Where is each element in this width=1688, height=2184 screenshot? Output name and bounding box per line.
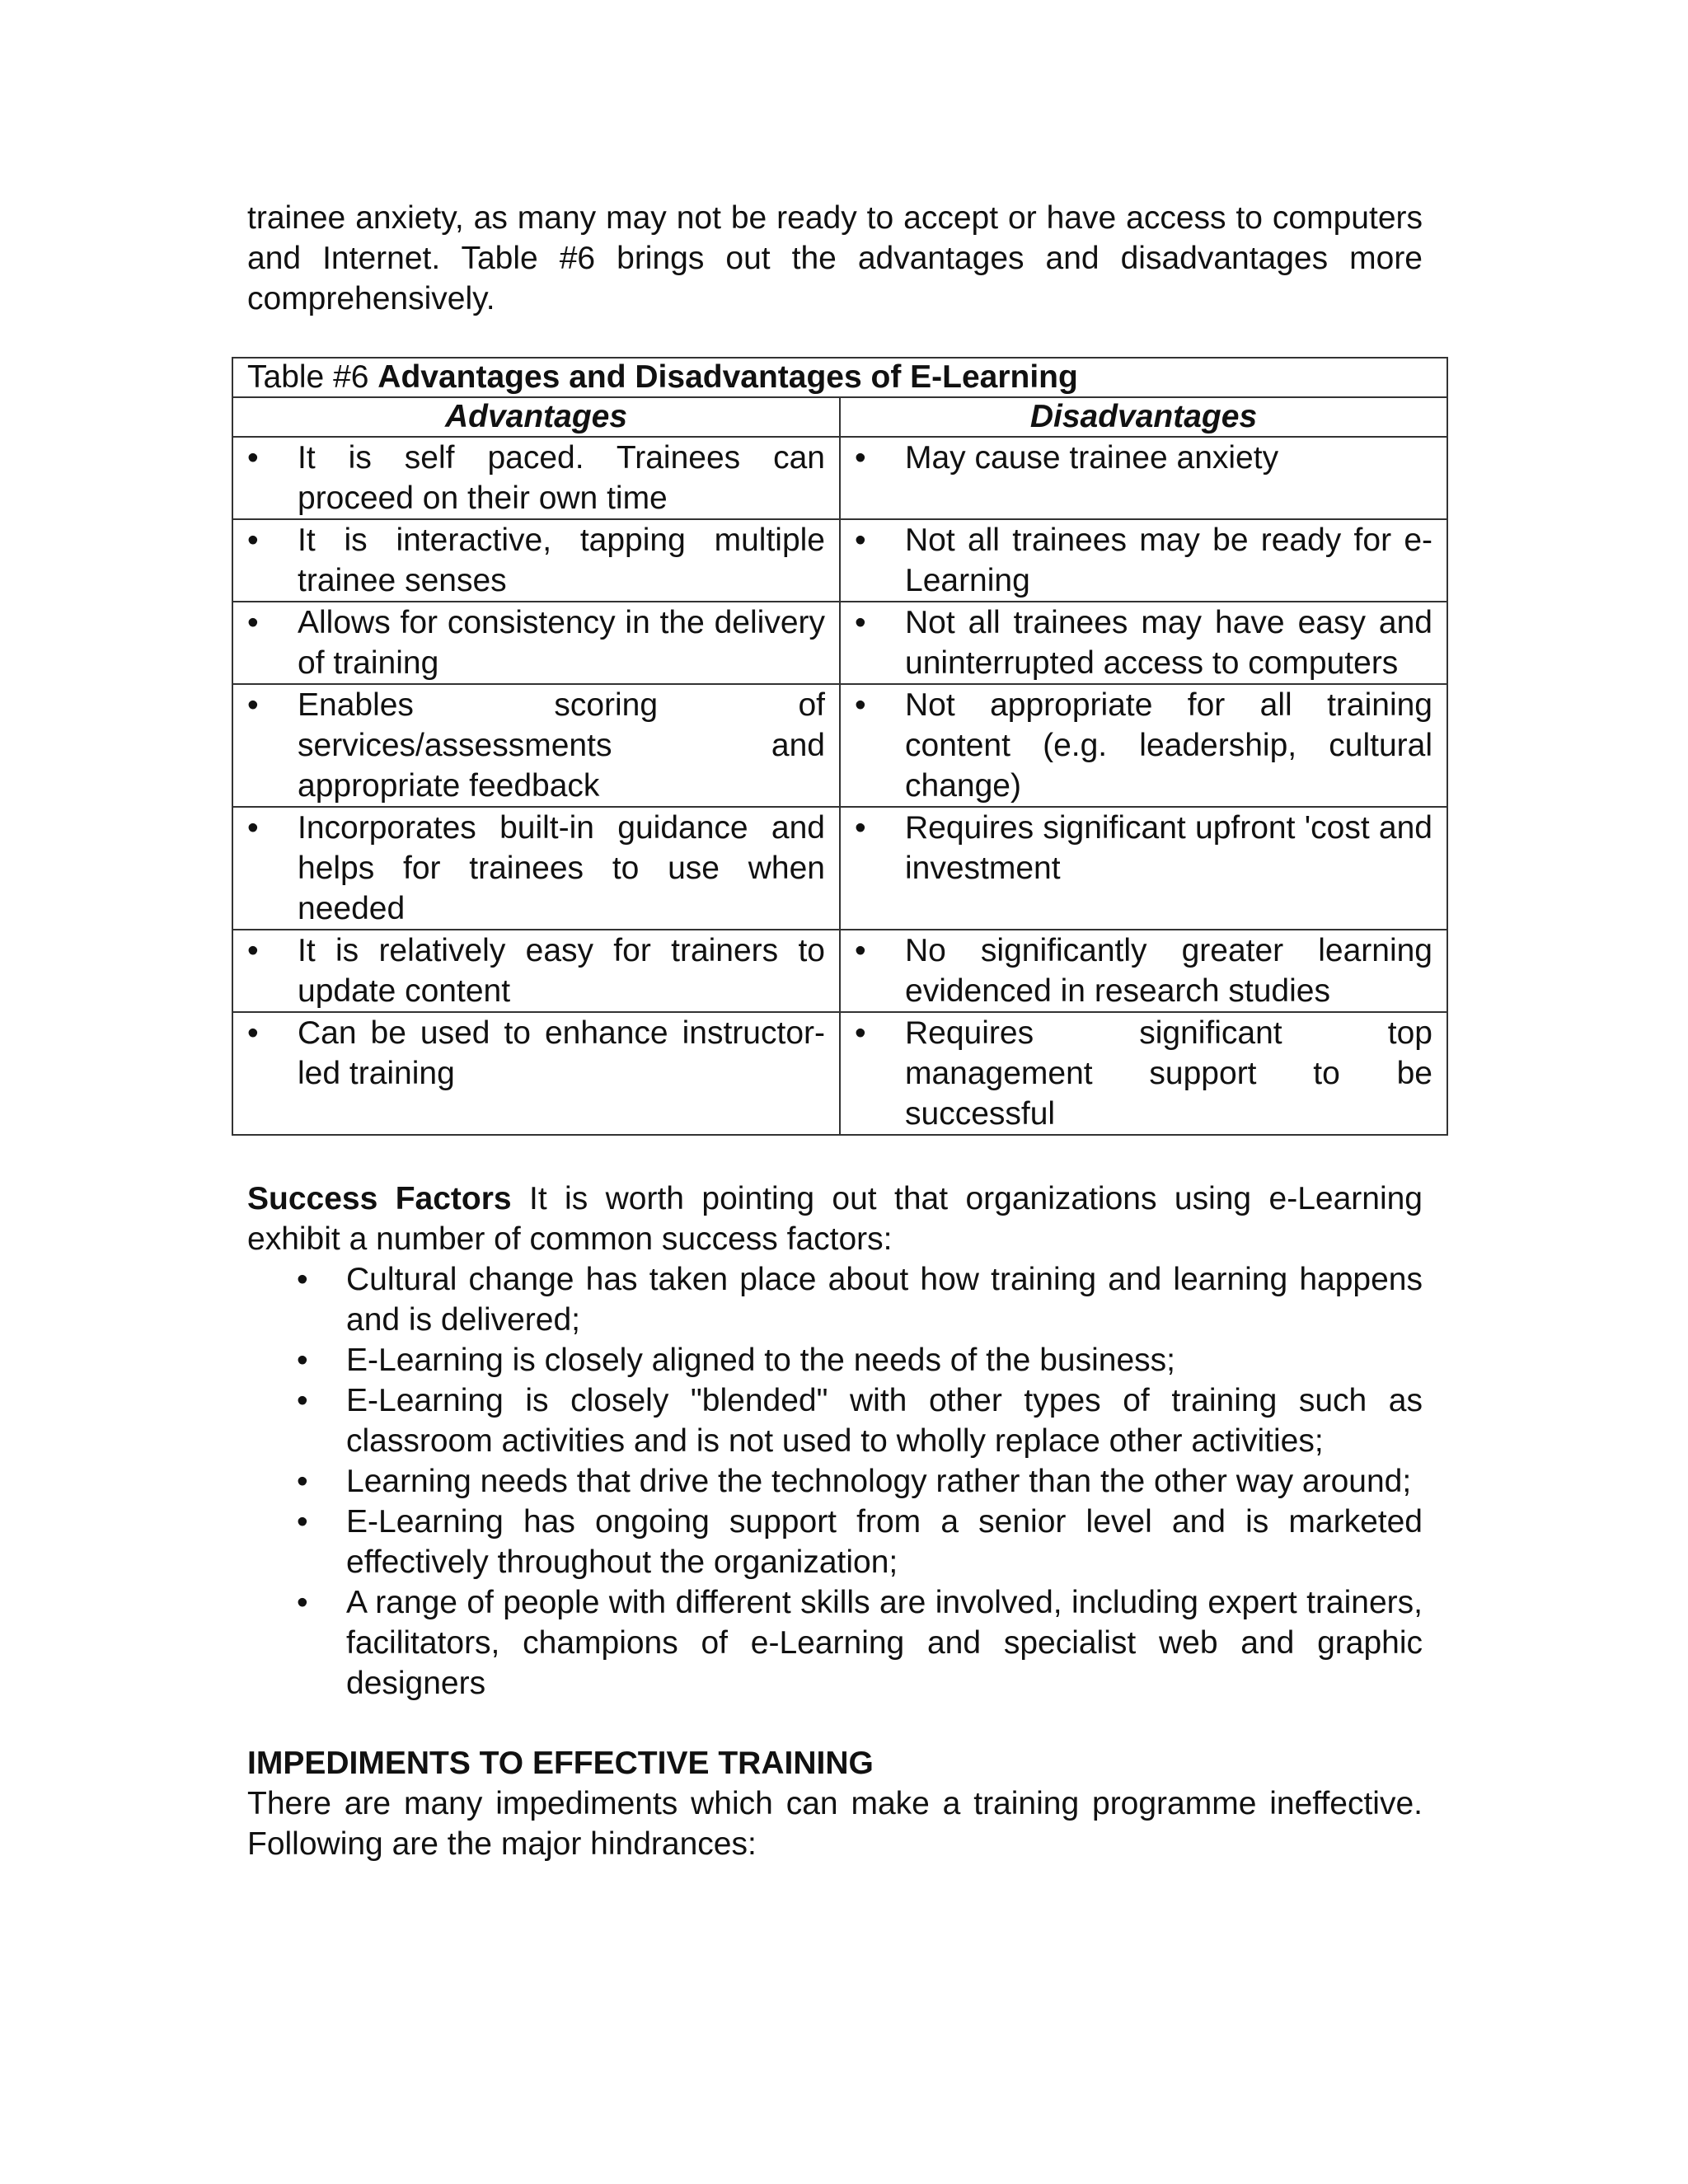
list-item-text: Cultural change has taken place about how training and learning happens and is delivered; (346, 1262, 1423, 1338)
bullet-icon: • (247, 440, 259, 476)
table-row (232, 519, 1447, 602)
disadvantage-cell-text: Requires significant top management support to be successful (905, 1015, 1432, 1132)
bullet-icon: • (297, 1504, 308, 1540)
bullet-icon: • (297, 1585, 308, 1620)
advantage-cell (232, 602, 840, 684)
disadvantage-cell-text: Requires significant upfront 'cost and investment (905, 810, 1432, 886)
intro-paragraph: trainee anxiety, as many may not be ready to accept or have access to computers and Internet. Table #6 brings out the advantages and disadvantages more comprehensively. (247, 200, 1423, 316)
advantage-cell-text: Enables scoring of services/assessments and appropriate feedback (298, 687, 825, 804)
advantage-cell-text: Allows for consistency in the delivery of training (298, 605, 825, 681)
disadvantage-cell (840, 930, 1447, 1012)
advantage-cell (232, 807, 840, 930)
success-factors-list (247, 1259, 1423, 1704)
advantage-cell-text: It is interactive, tapping multiple trainee senses (298, 523, 825, 598)
success-factors-paragraph (247, 1179, 1423, 1259)
disadvantage-cell-text: No significantly greater learning evidenced in research studies (905, 933, 1432, 1009)
success-factors-title: Success Factors (247, 1181, 512, 1216)
bullet-icon: • (855, 605, 866, 640)
list-item-text: A range of people with different skills are involved, including expert trainers, facilitators, champions of e-Learning and specialist web and graphic designers (346, 1585, 1423, 1701)
column-header-disadvantages: Disadvantages (840, 397, 1447, 437)
disadvantage-cell (840, 602, 1447, 684)
bullet-icon: • (855, 1015, 866, 1051)
table-row (232, 807, 1447, 930)
success-factors-intro: It is worth pointing out that organizations using e-Learning exhibit a number of common success factors: (247, 1181, 1423, 1257)
impediments-paragraph: There are many impediments which can make a training programme ineffective. Following are the major hindrances: (247, 1786, 1423, 1862)
impediments-heading: IMPEDIMENTS TO EFFECTIVE TRAINING (247, 1746, 874, 1781)
list-item-text: E-Learning is closely aligned to the needs of the business; (346, 1343, 1175, 1378)
table-row (232, 602, 1447, 684)
advantage-cell (232, 930, 840, 1012)
list-item (297, 1502, 1423, 1582)
advantage-cell-text: Incorporates built-in guidance and helps for trainees to use when needed (298, 810, 825, 926)
disadvantage-cell-text: Not all trainees may have easy and uninterrupted access to computers (905, 605, 1432, 681)
table-caption-row (232, 358, 1447, 397)
bullet-icon: • (855, 440, 866, 476)
advantage-cell (232, 519, 840, 602)
list-item (297, 1380, 1423, 1461)
bullet-icon: • (247, 933, 259, 968)
advantage-cell-text: Can be used to enhance instructor-led training (298, 1015, 825, 1091)
list-item (297, 1582, 1423, 1704)
list-item-text: E-Learning is closely "blended" with other types of training such as classroom activities and is not used to wholly replace other activities; (346, 1383, 1423, 1459)
advantage-cell (232, 1012, 840, 1135)
bullet-icon: • (247, 605, 259, 640)
list-item (297, 1259, 1423, 1340)
bullet-icon: • (247, 1015, 259, 1051)
bullet-icon: • (297, 1383, 308, 1418)
bullet-icon: • (855, 523, 866, 558)
document-page (247, 198, 1432, 1864)
advantage-cell-text: It is relatively easy for trainers to update content (298, 933, 825, 1009)
disadvantage-cell (840, 519, 1447, 602)
list-item (297, 1340, 1423, 1380)
list-item (297, 1461, 1423, 1502)
advantages-table (232, 357, 1448, 1136)
column-header-advantages: Advantages (232, 397, 840, 437)
bullet-icon: • (247, 523, 259, 558)
disadvantage-cell-text: Not all trainees may be ready for e-Learning (905, 523, 1432, 598)
table-row (232, 437, 1447, 519)
table-row (232, 684, 1447, 807)
table-caption-title: Advantages and Disadvantages of E-Learning (377, 359, 1078, 395)
disadvantage-cell-text: Not appropriate for all training content (e.g. leadership, cultural change) (905, 687, 1432, 804)
disadvantage-cell (840, 807, 1447, 930)
disadvantage-cell (840, 1012, 1447, 1135)
bullet-icon: • (247, 687, 259, 723)
disadvantage-cell-text: May cause trainee anxiety (905, 440, 1279, 476)
disadvantage-cell (840, 684, 1447, 807)
table-header-row (232, 397, 1447, 437)
table-caption-prefix: Table #6 (247, 359, 378, 395)
bullet-icon: • (297, 1343, 308, 1378)
disadvantage-cell (840, 437, 1447, 519)
bullet-icon: • (247, 810, 259, 846)
bullet-icon: • (855, 933, 866, 968)
bullet-icon: • (855, 810, 866, 846)
advantage-cell-text: It is self paced. Trainees can proceed on their own time (298, 440, 825, 516)
bullet-icon: • (297, 1464, 308, 1499)
list-item-text: Learning needs that drive the technology rather than the other way around; (346, 1464, 1412, 1499)
advantage-cell (232, 437, 840, 519)
list-item-text: E-Learning has ongoing support from a senior level and is marketed effectively throughout the organization; (346, 1504, 1423, 1580)
table-row (232, 1012, 1447, 1135)
advantage-cell (232, 684, 840, 807)
bullet-icon: • (297, 1262, 308, 1297)
table-caption (232, 358, 1447, 397)
bullet-icon: • (855, 687, 866, 723)
table-row (232, 930, 1447, 1012)
